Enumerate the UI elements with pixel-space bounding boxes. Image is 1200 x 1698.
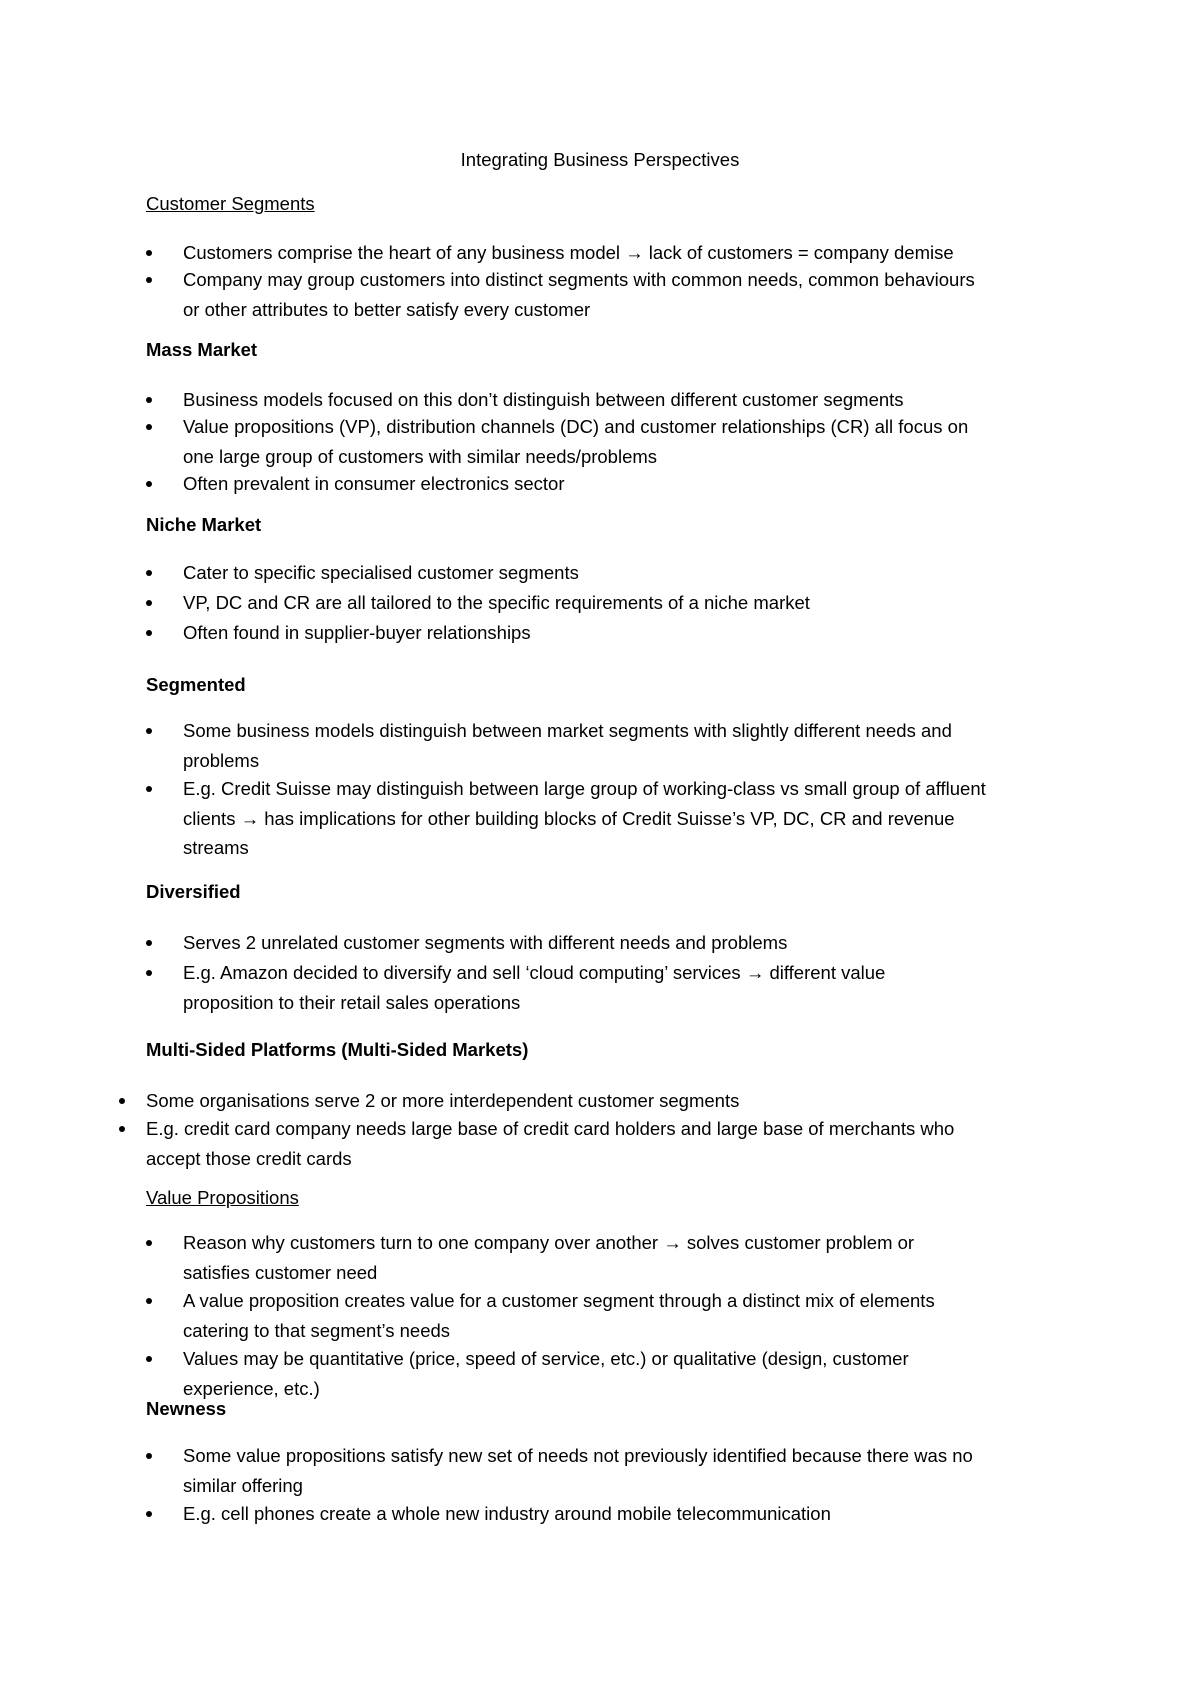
bullet-icon (146, 600, 152, 606)
document-title: Integrating Business Perspectives (460, 149, 740, 170)
bullet-text: E.g. Amazon decided to diversify and sell ‘cloud computing’ services → different value (183, 962, 886, 983)
bullet-text: Values may be quantitative (price, speed of service, etc.) or qualitative (design, customer (183, 1348, 909, 1369)
bullet-text: Some organisations serve 2 or more interdependent customer segments (146, 1090, 740, 1111)
section-heading: Mass Market (146, 339, 258, 360)
section-heading: Diversified (146, 881, 241, 902)
bullet-icon (146, 570, 152, 576)
bullet-text: Business models focused on this don’t distinguish between different customer segments (183, 389, 904, 410)
bullet-text: satisfies customer need (183, 1261, 378, 1283)
bullet-text: similar offering (183, 1474, 303, 1496)
bullet-text: one large group of customers with similar needs/problems (183, 445, 658, 467)
bullet-text: VP, DC and CR are all tailored to the specific requirements of a niche market (183, 592, 810, 613)
bullet-text: clients → has implications for other building blocks of Credit Suisse’s VP, DC, CR and revenue (183, 807, 955, 829)
bullet-icon (119, 1098, 125, 1104)
bullet-text: accept those credit cards (146, 1147, 352, 1169)
section-heading: Customer Segments (146, 193, 315, 214)
bullet-text: streams (183, 837, 249, 858)
bullet-text: catering to that segment’s needs (183, 1319, 451, 1341)
section-heading: Multi-Sided Platforms (Multi-Sided Markets) (146, 1039, 529, 1060)
bullet-text: Cater to specific specialised customer segments (183, 562, 579, 583)
section-heading: Newness (146, 1398, 227, 1419)
bullet-text: Some value propositions satisfy new set of needs not previously identified because there was no (183, 1445, 973, 1466)
bullet-text: E.g. cell phones create a whole new industry around mobile telecommunication (183, 1503, 831, 1524)
bullet-icon (146, 630, 152, 636)
bullet-icon (146, 481, 152, 487)
bullet-text: experience, etc.) (183, 1377, 320, 1399)
bullet-text: Some business models distinguish between market segments with slightly different needs and (183, 720, 952, 741)
bullet-icon (146, 970, 152, 976)
bullet-icon (146, 277, 152, 283)
bullet-icon (146, 1298, 152, 1304)
bullet-text: Serves 2 unrelated customer segments with different needs and problems (183, 932, 788, 953)
bullet-icon (146, 424, 152, 430)
bullet-text: Often prevalent in consumer electronics sector (183, 473, 565, 494)
bullet-text: Customers comprise the heart of any business model → lack of customers = company demise (183, 242, 954, 263)
bullet-text: Value propositions (VP), distribution channels (DC) and customer relationships (CR) all focus on (183, 416, 969, 437)
bullet-text: Often found in supplier-buyer relationships (183, 622, 531, 643)
section-heading: Niche Market (146, 514, 262, 535)
bullet-icon (146, 1511, 152, 1517)
bullet-text: E.g. credit card company needs large base of credit card holders and large base of merchants who (146, 1118, 955, 1139)
bullet-text: problems (183, 749, 260, 771)
bullet-icon (146, 728, 152, 734)
section-heading: Segmented (146, 674, 246, 695)
bullet-text: E.g. Credit Suisse may distinguish between large group of working-class vs small group of affluent (183, 778, 986, 799)
bullet-icon (146, 1240, 152, 1246)
bullet-text: Company may group customers into distinct segments with common needs, common behaviours (183, 269, 975, 290)
bullet-icon (146, 397, 152, 403)
bullet-icon (146, 786, 152, 792)
section-heading: Value Propositions (146, 1187, 299, 1208)
bullet-text: proposition to their retail sales operations (183, 991, 521, 1013)
bullet-icon (119, 1126, 125, 1132)
bullet-icon (146, 940, 152, 946)
bullet-icon (146, 1356, 152, 1362)
bullet-text: Reason why customers turn to one company over another → solves customer problem or (183, 1232, 915, 1253)
bullet-text: A value proposition creates value for a customer segment through a distinct mix of elements (183, 1290, 935, 1311)
bullet-text: or other attributes to better satisfy every customer (183, 298, 591, 320)
bullet-icon (146, 1453, 152, 1459)
bullet-icon (146, 250, 152, 256)
